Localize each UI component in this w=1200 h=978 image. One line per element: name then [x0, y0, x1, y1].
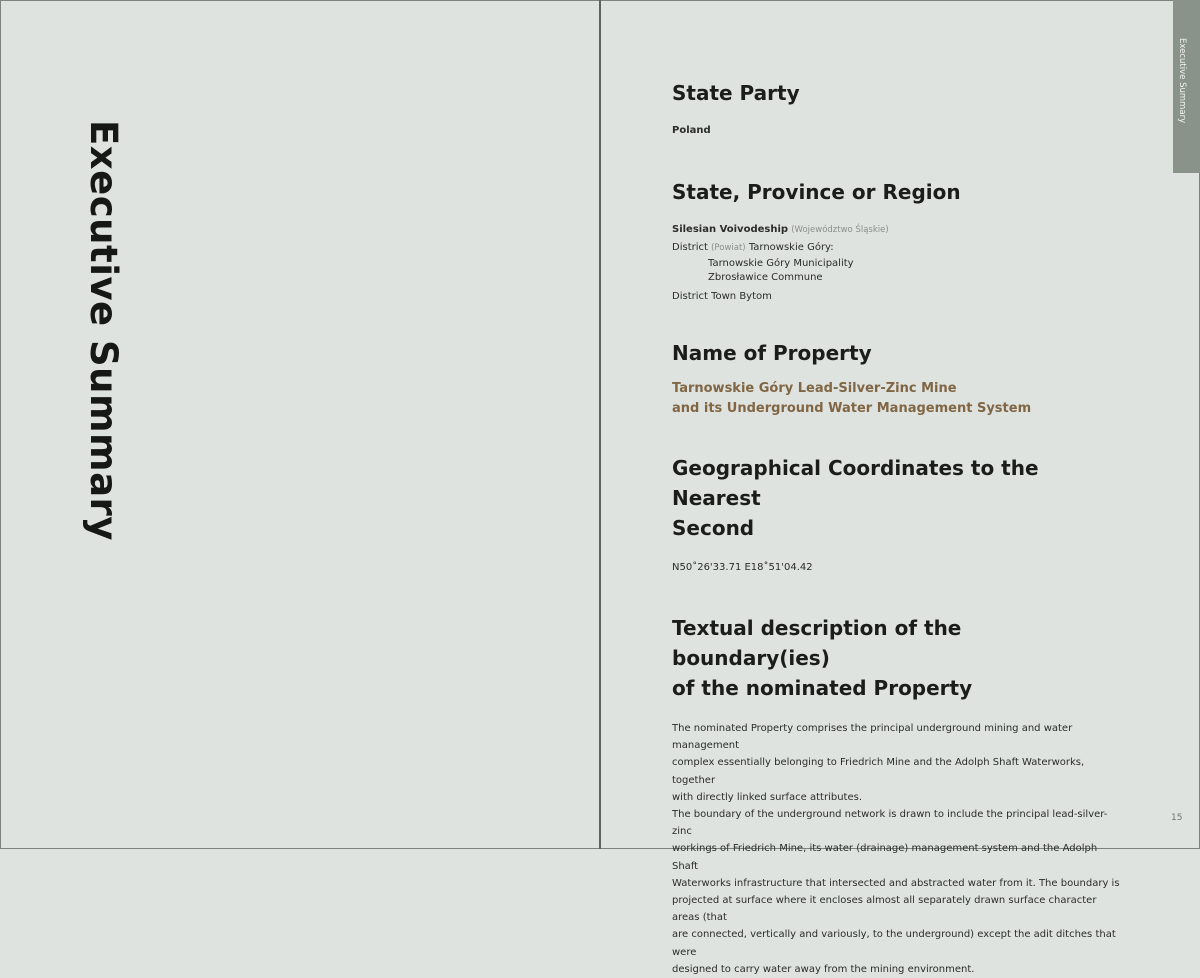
- coordinates-heading-line2: Second: [672, 516, 755, 540]
- district-name: Tarnowskie Góry:: [748, 242, 834, 253]
- boundary-para1-line: complex essentially belonging to Friedrich Mine and the Adolph Shaft Waterworks, together: [672, 757, 1085, 786]
- boundary-para2-line: projected at surface where it encloses almost all separately drawn surface character areas (that: [672, 895, 1097, 924]
- property-name-heading: Name of Property: [672, 341, 872, 365]
- state-party-heading: State Party: [672, 81, 800, 105]
- property-name-line2: and its Underground Water Management System: [672, 401, 1032, 416]
- district-prefix: District: [672, 242, 708, 253]
- voivodeship-local-name: (Województwo Śląskie): [791, 225, 889, 235]
- coordinates-heading-line1: Geographical Coordinates to the Nearest: [672, 456, 1039, 510]
- boundary-para2-line: workings of Friedrich Mine, its water (drainage) management system and the Adolph Shaft: [672, 843, 1098, 872]
- property-name-line1: Tarnowskie Góry Lead-Silver-Zinc Mine: [672, 381, 957, 396]
- voivodeship-line: [672, 221, 1122, 239]
- book-spine-divider: [599, 0, 601, 849]
- state-party-value: Poland: [672, 125, 711, 136]
- region-heading: State, Province or Region: [672, 180, 961, 204]
- boundary-para2-line: The boundary of the underground network is drawn to include the principal lead-silver-zinc: [672, 809, 1108, 838]
- left-page-title: Executive Summary: [82, 120, 125, 541]
- right-page-content: [672, 78, 1122, 978]
- commune-line: Zbrosławice Commune: [708, 272, 823, 283]
- district-line: [672, 239, 1122, 257]
- boundary-description: [672, 720, 1122, 978]
- coordinates-value: N50˚26'33.71 E18˚51'04.42: [672, 562, 813, 573]
- coordinates-heading: [672, 453, 1122, 543]
- boundary-para1-line: The nominated Property comprises the principal underground mining and water management: [672, 723, 1073, 752]
- municipality-line: Tarnowskie Góry Municipality: [708, 258, 854, 269]
- boundary-para2-line: designed to carry water away from the mining environment.: [672, 963, 975, 975]
- boundary-heading-line1: Textual description of the boundary(ies): [672, 616, 962, 670]
- district-local: (Powiat): [711, 243, 746, 253]
- boundary-heading: [672, 613, 1122, 703]
- side-tab-label: Executive Summary: [1177, 38, 1187, 124]
- boundary-para2-line: Waterworks infrastructure that intersected and abstracted water from it. The boundary is: [672, 877, 1120, 889]
- page-number: 15: [1171, 813, 1183, 823]
- property-name-block: [672, 379, 1122, 419]
- boundary-heading-line2: of the nominated Property: [672, 676, 973, 700]
- boundary-para2-line: are connected, vertically and variously, to the underground) except the adit ditches that were: [672, 929, 1116, 958]
- boundary-para1-line: with directly linked surface attributes.: [672, 791, 863, 803]
- district-town-line: District Town Bytom: [672, 291, 772, 302]
- voivodeship-name: Silesian Voivodeship: [672, 224, 789, 235]
